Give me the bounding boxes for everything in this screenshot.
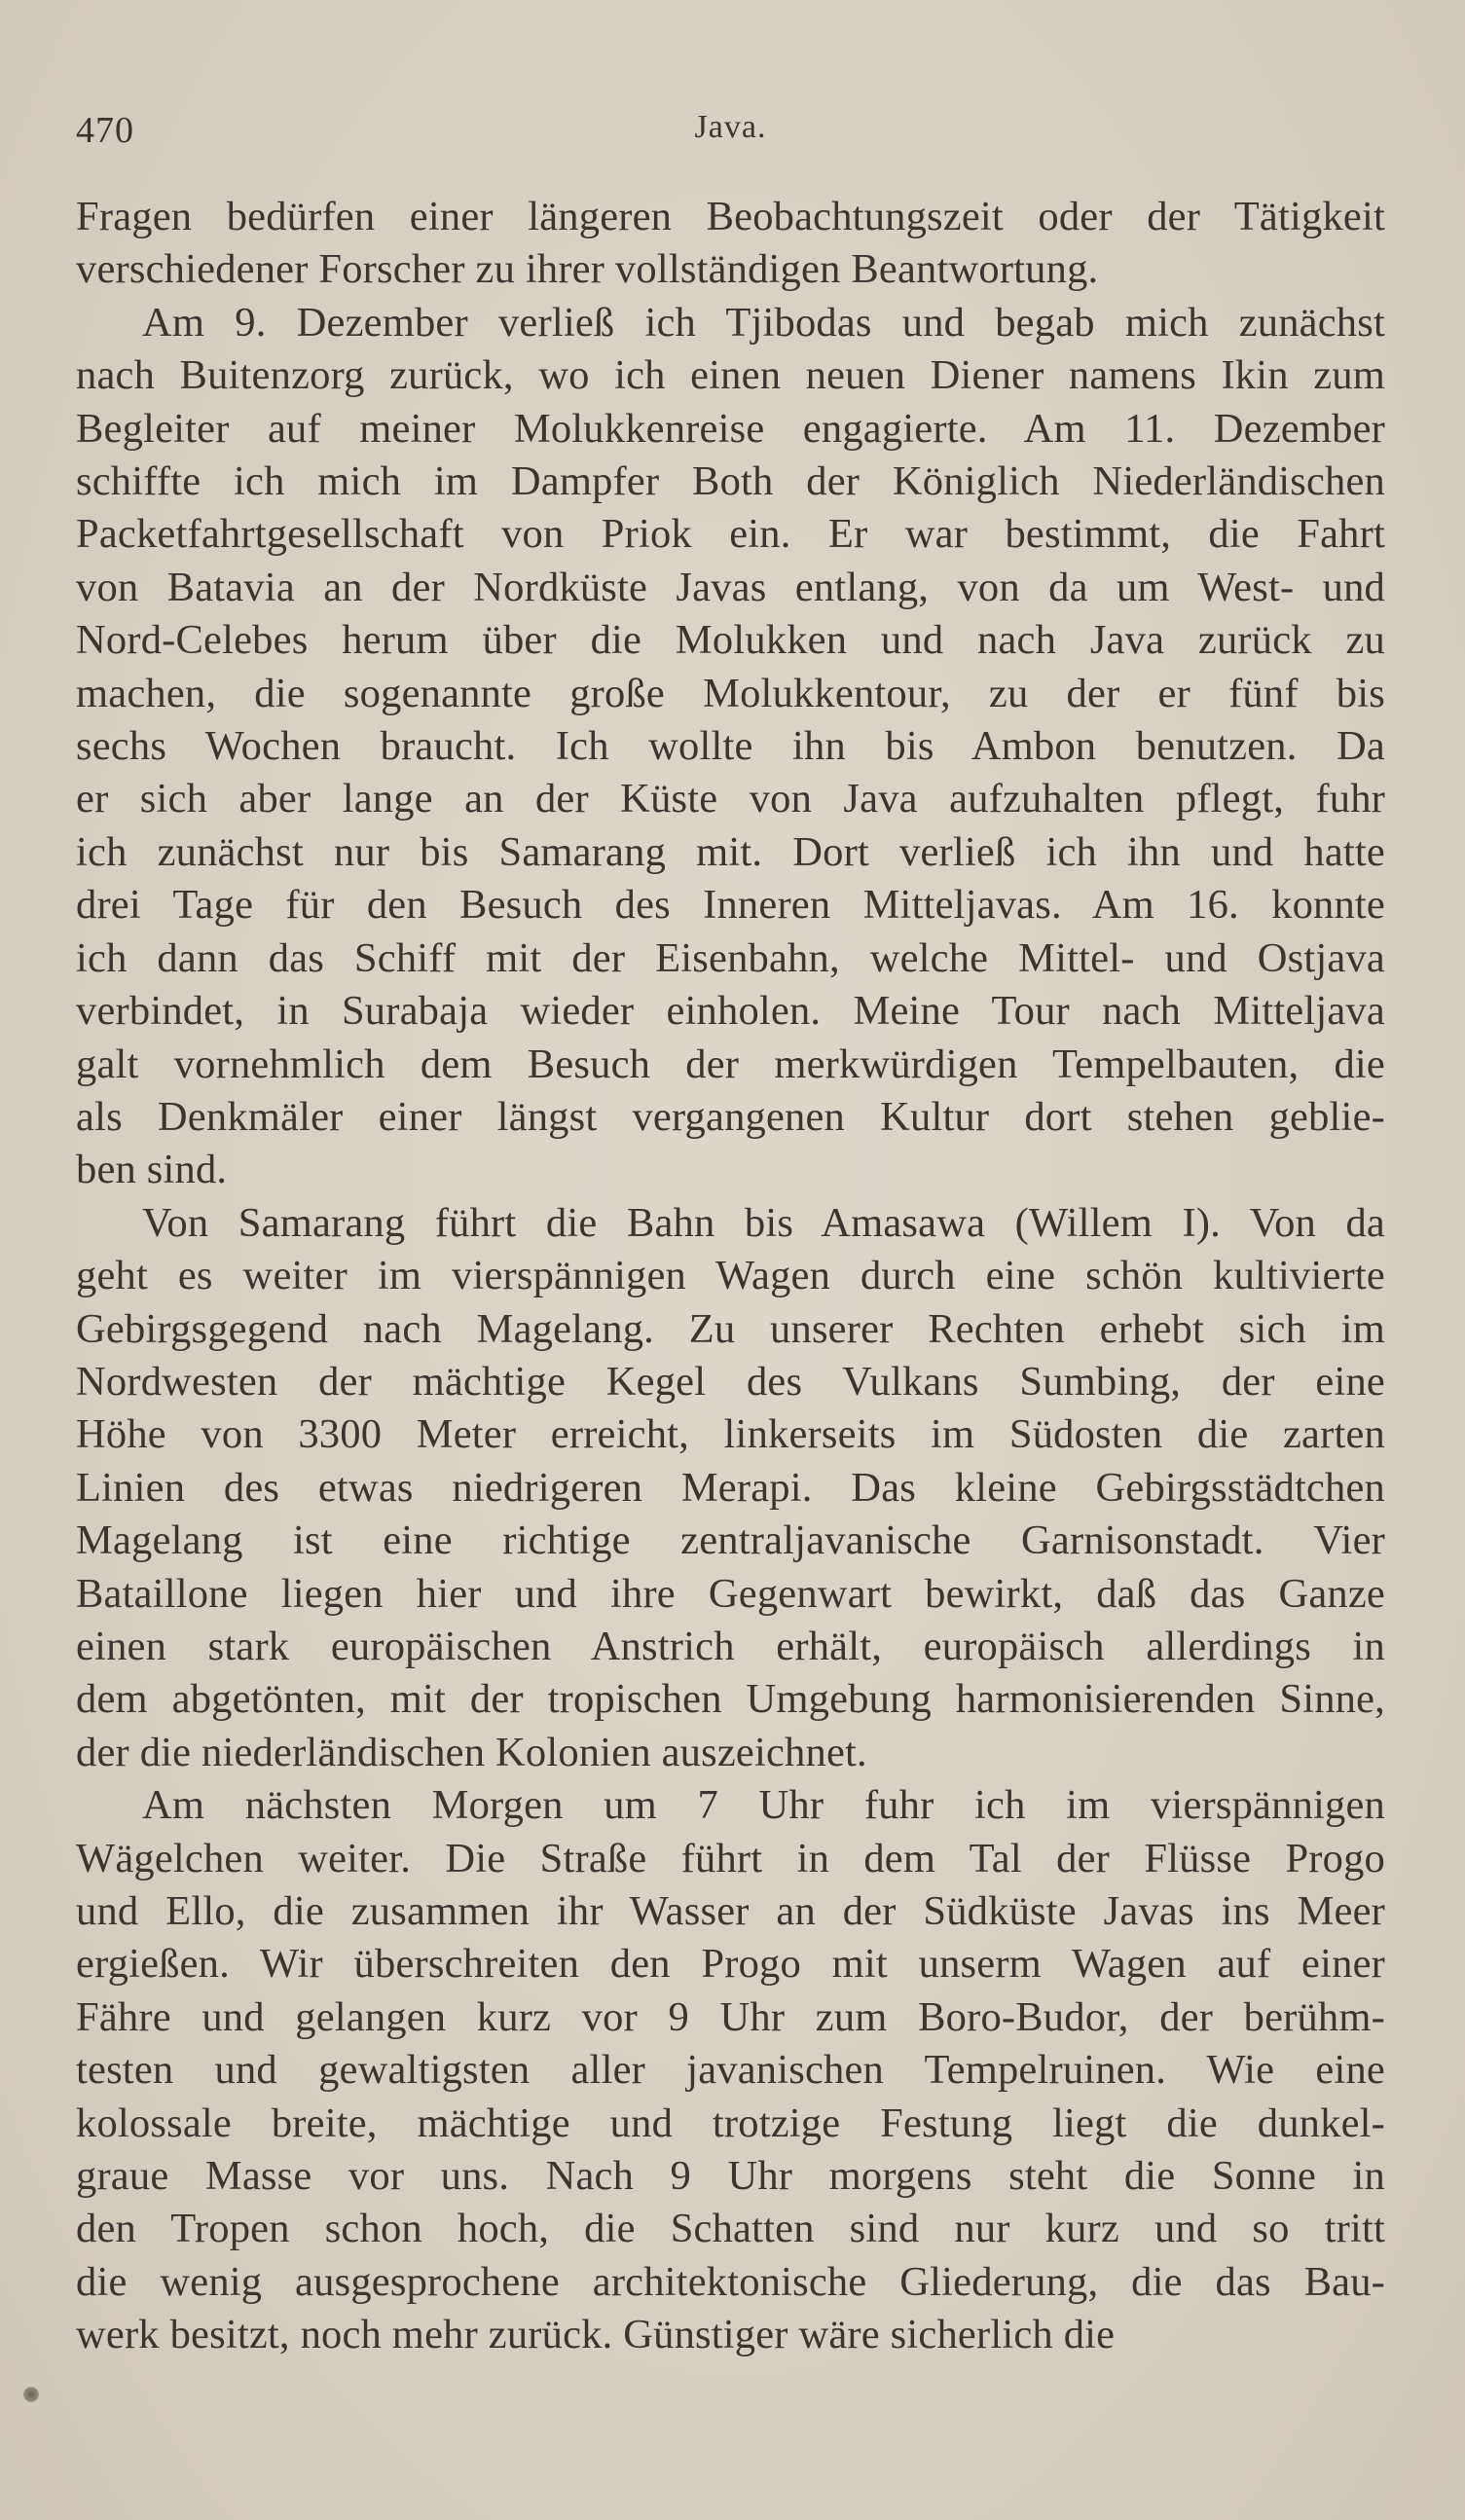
paragraph bbox=[76, 191, 1385, 297]
text-line: Linien des etwas niedrigeren Merapi. Das kleine Gebirgsstädtchen bbox=[76, 1464, 1385, 1511]
text-line: Packetfahrtgesellschaft von Priok ein. Er war bestimmt, die Fahrt bbox=[76, 511, 1385, 558]
body-text bbox=[76, 191, 1385, 2362]
text-line: dem abgetönten, mit der tropischen Umgebung harmonisierenden Sinne, bbox=[76, 1676, 1385, 1723]
text-line: Fähre und gelangen kurz vor 9 Uhr zum Boro-Budor, der berühm- bbox=[76, 1993, 1385, 2040]
text-line: testen und gewaltigsten aller javanischen Tempelruinen. Wie eine bbox=[76, 2047, 1385, 2094]
text-line: als Denkmäler einer längst vergangenen Kultur dort stehen geblie- bbox=[76, 1093, 1385, 1140]
text-line: schiffte ich mich im Dampfer Both der Königlich Niederländischen bbox=[76, 458, 1385, 505]
text-line: Begleiter auf meiner Molukkenreise engagierte. Am 11. Dezember bbox=[76, 405, 1385, 452]
text-line: Höhe von 3300 Meter erreicht, linkerseits im Südosten die zarten bbox=[76, 1411, 1385, 1458]
text-line: kolossale breite, mächtige und trotzige Festung liegt die dunkel- bbox=[76, 2100, 1385, 2146]
text-line: Am nächsten Morgen um 7 Uhr fuhr ich im vierspännigen bbox=[142, 1782, 1385, 1829]
text-line: Wägelchen weiter. Die Straße führt in dem Tal der Flüsse Progo bbox=[76, 1835, 1385, 1881]
text-line: Magelang ist eine richtige zentraljavanische Garnisonstadt. Vier bbox=[76, 1517, 1385, 1564]
text-line: verbindet, in Surabaja wieder einholen. Meine Tour nach Mitteljava bbox=[76, 988, 1385, 1035]
text-line: und Ello, die zusammen ihr Wasser an der Südküste Javas ins Meer bbox=[76, 1888, 1385, 1934]
text-line: den Tropen schon hoch, die Schatten sind nur kurz und so tritt bbox=[76, 2206, 1385, 2252]
text-line: nach Buitenzorg zurück, wo ich einen neuen Diener namens Ikin zum bbox=[76, 352, 1385, 399]
paragraph bbox=[76, 1779, 1385, 2361]
text-line: sechs Wochen braucht. Ich wollte ihn bis Ambon benutzen. Da bbox=[76, 723, 1385, 770]
text-line: Von Samarang führt die Bahn bis Amasawa (Willem I). Von da bbox=[142, 1199, 1385, 1246]
text-line: werk besitzt, noch mehr zurück. Günstiger wäre sicherlich die bbox=[76, 2312, 1116, 2358]
text-line: der die niederländischen Kolonien auszeichnet. bbox=[76, 1729, 867, 1775]
text-line: graue Masse vor uns. Nach 9 Uhr morgens steht die Sonne in bbox=[76, 2153, 1385, 2200]
running-head bbox=[76, 109, 1385, 158]
text-line: Bataillone liegen hier und ihre Gegenwart bewirkt, daß das Ganze bbox=[76, 1570, 1385, 1617]
text-line: die wenig ausgesprochene architektonische Gliederung, die das Bau- bbox=[76, 2258, 1385, 2305]
paper-speck bbox=[23, 2387, 39, 2402]
text-line: galt vornehmlich dem Besuch der merkwürdigen Tempelbauten, die bbox=[76, 1041, 1385, 1087]
text-line: Gebirgsgegend nach Magelang. Zu unserer Rechten erhebt sich im bbox=[76, 1305, 1385, 1352]
paragraph bbox=[76, 1197, 1385, 1779]
running-title: Java. bbox=[694, 109, 767, 145]
text-line: einen stark europäischen Anstrich erhält, europäisch allerdings in bbox=[76, 1623, 1385, 1669]
text-line: Am 9. Dezember verließ ich Tjibodas und begab mich zunächst bbox=[142, 299, 1385, 346]
text-line: verschiedener Forscher zu ihrer vollständigen Beantwortung. bbox=[76, 246, 1099, 293]
text-line: er sich aber lange an der Küste von Java aufzuhalten pflegt, fuhr bbox=[76, 776, 1385, 822]
text-line: Nord-Celebes herum über die Molukken und nach Java zurück zu bbox=[76, 617, 1385, 664]
text-line: geht es weiter im vierspännigen Wagen durch eine schön kultivierte bbox=[76, 1253, 1385, 1299]
text-line: ich zunächst nur bis Samarang mit. Dort verließ ich ihn und hatte bbox=[76, 828, 1385, 875]
text-line: drei Tage für den Besuch des Inneren Mitteljavas. Am 16. konnte bbox=[76, 882, 1385, 929]
text-line: ergießen. Wir überschreiten den Progo mit unserm Wagen auf einer bbox=[76, 1941, 1385, 1988]
text-line: von Batavia an der Nordküste Javas entlang, von da um West- und bbox=[76, 564, 1385, 610]
text-line: machen, die sogenannte große Molukkentour, zu der er fünf bis bbox=[76, 670, 1385, 716]
text-line: ich dann das Schiff mit der Eisenbahn, welche Mittel- und Ostjava bbox=[76, 934, 1385, 981]
text-line: Fragen bedürfen einer längeren Beobachtungszeit oder der Tätigkeit bbox=[76, 194, 1385, 239]
paragraph bbox=[76, 297, 1385, 1197]
page-number: 470 bbox=[76, 110, 134, 151]
text-line: Nordwesten der mächtige Kegel des Vulkans Sumbing, der eine bbox=[76, 1358, 1385, 1405]
text-line: ben sind. bbox=[76, 1147, 228, 1193]
